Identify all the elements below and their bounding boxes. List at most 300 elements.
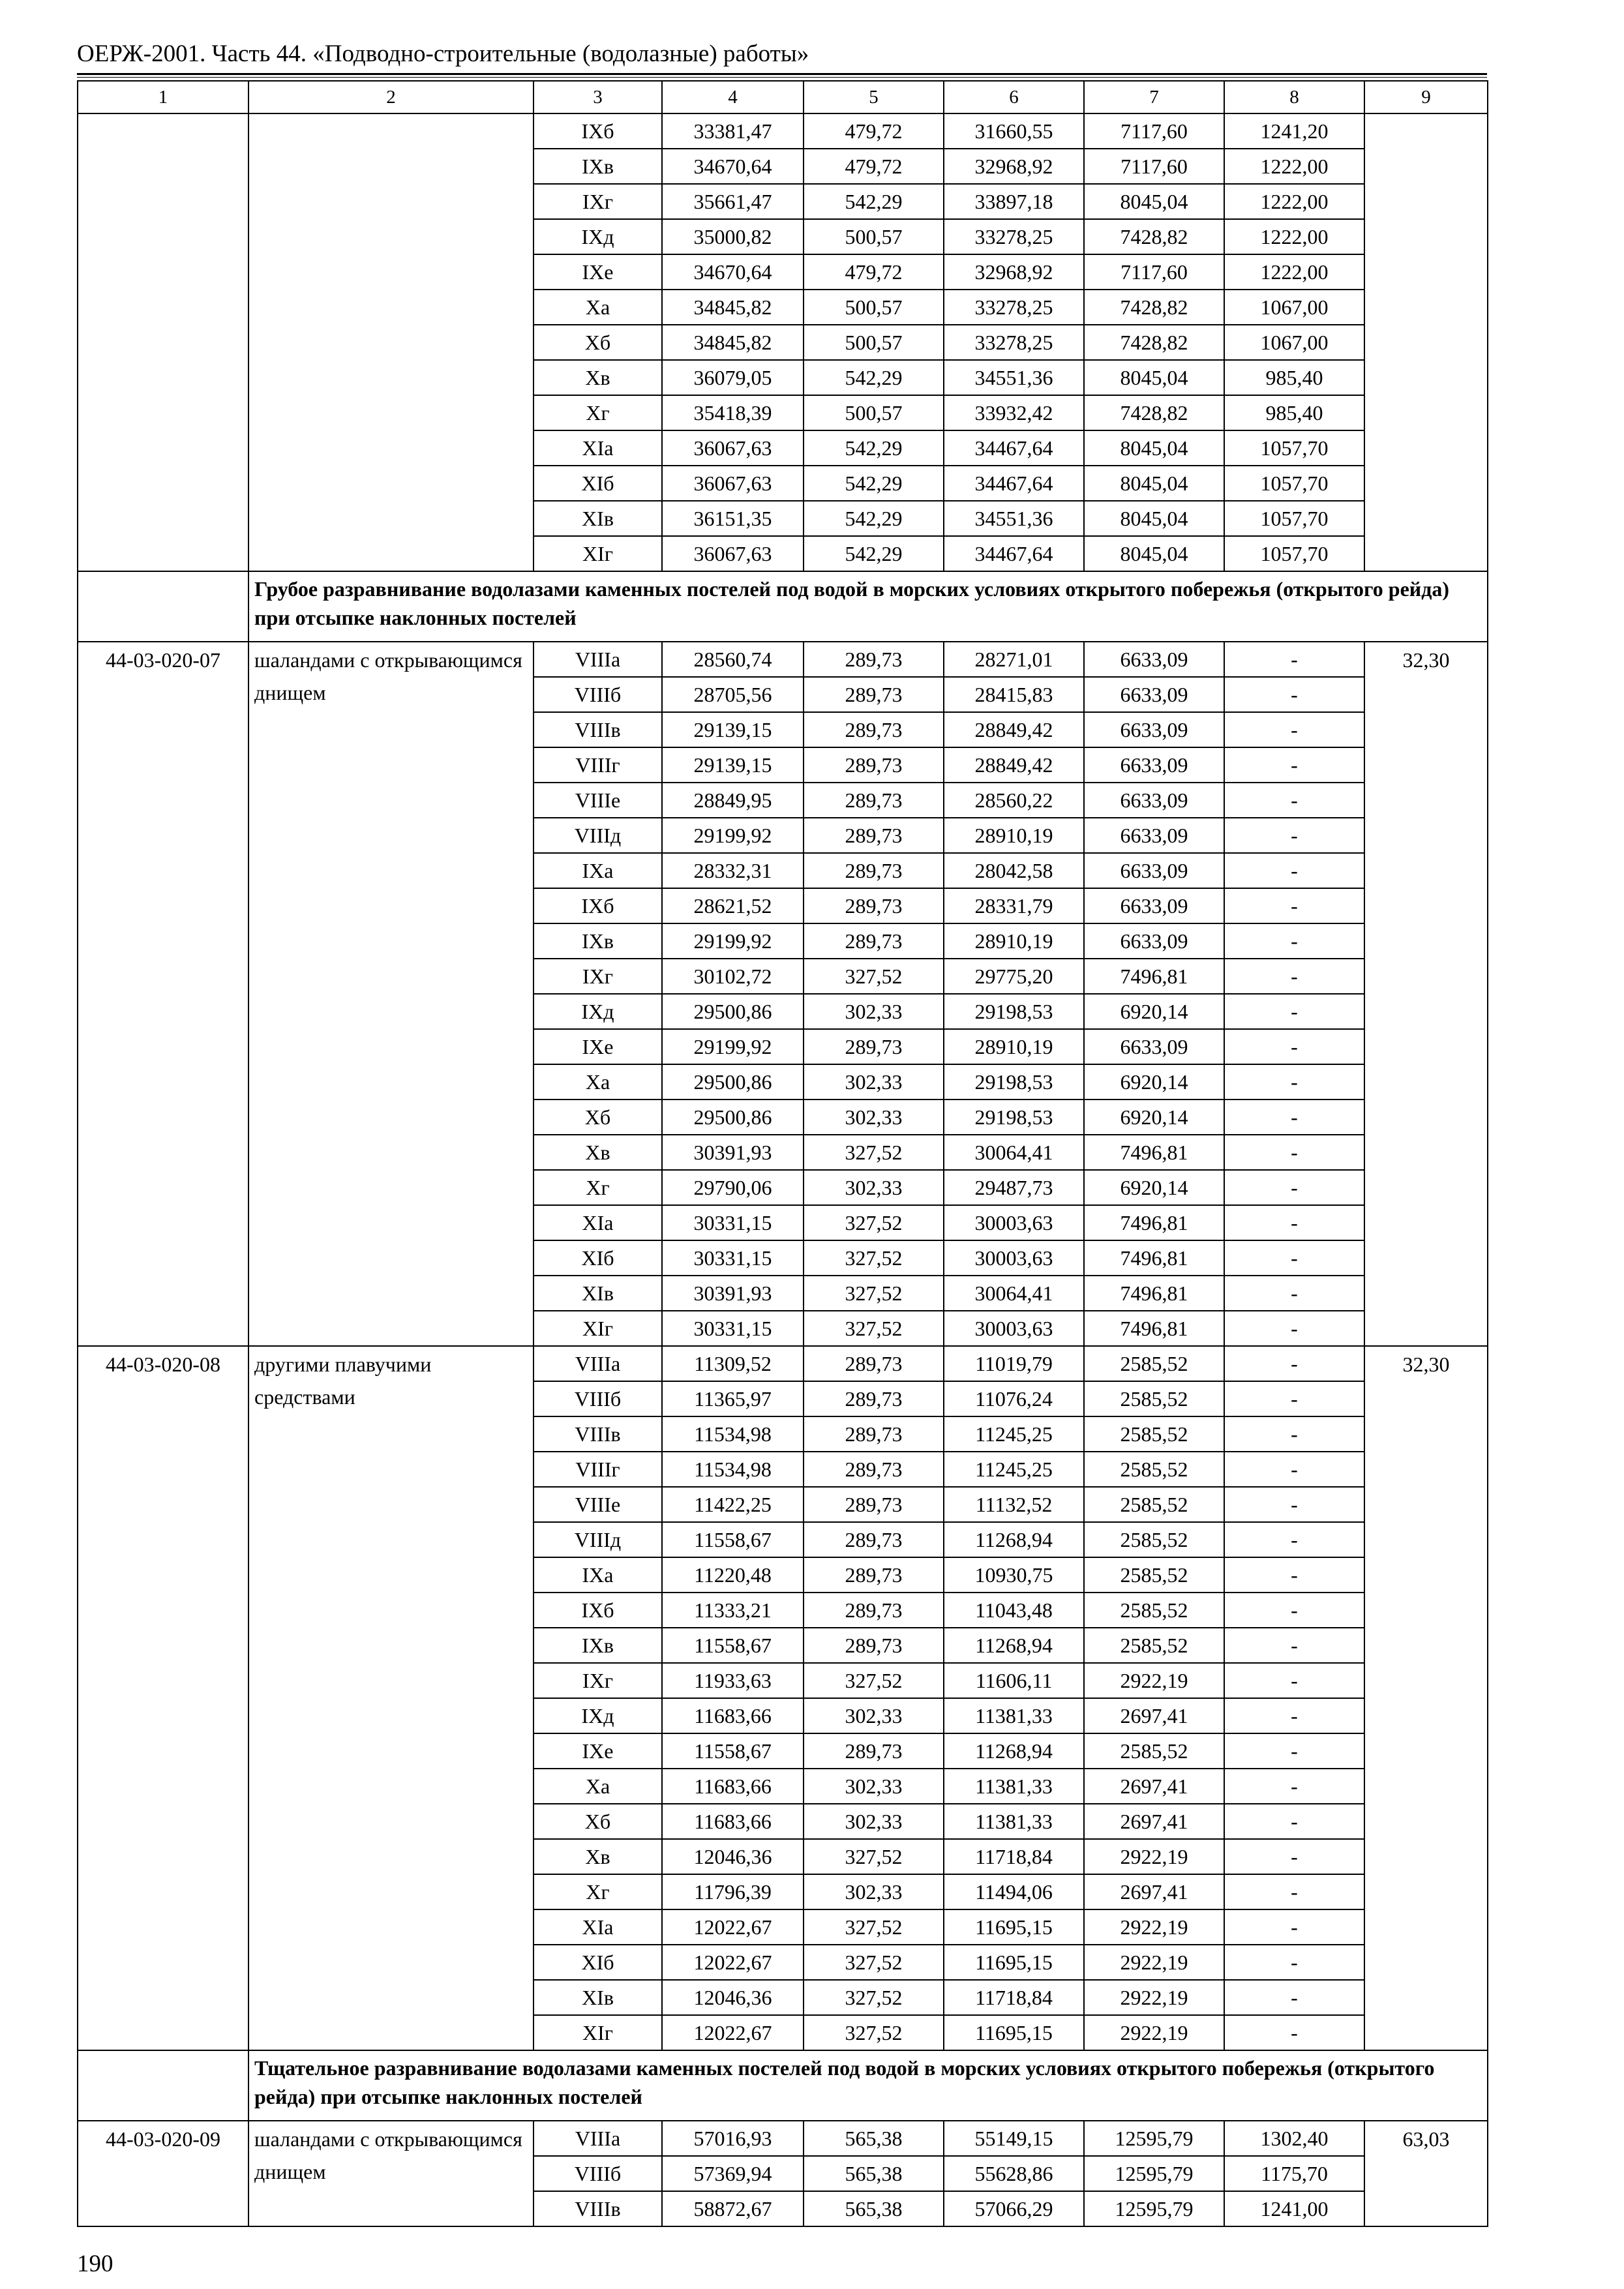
total-cost-cell: 36067,63 [662,466,804,501]
wages-cell: 289,73 [804,818,944,853]
materials-cost-cell: - [1224,1769,1364,1804]
class-cell: IXе [534,1733,662,1769]
wages-cell: 479,72 [804,254,944,290]
materials-cost-cell: 1222,00 [1224,149,1364,184]
class-cell: VIIIв [534,1416,662,1452]
machinist-wages-cell: 2697,41 [1084,1698,1224,1733]
machine-cost-cell: 30003,63 [944,1240,1084,1276]
wages-cell: 500,57 [804,219,944,254]
machinist-wages-cell: 7496,81 [1084,959,1224,994]
machinist-wages-cell: 12595,79 [1084,2121,1224,2156]
total-cost-cell: 11558,67 [662,1522,804,1557]
machinist-wages-cell: 2922,19 [1084,1663,1224,1698]
materials-cost-cell: - [1224,1593,1364,1628]
materials-cost-cell: - [1224,888,1364,923]
materials-cost-cell: - [1224,1839,1364,1874]
wages-cell: 542,29 [804,360,944,395]
machine-cost-cell: 29487,73 [944,1170,1084,1205]
materials-cost-cell: - [1224,1064,1364,1100]
machine-cost-cell: 33278,25 [944,290,1084,325]
machinist-wages-cell: 2585,52 [1084,1452,1224,1487]
materials-cost-cell: 1222,00 [1224,219,1364,254]
wages-cell: 327,52 [804,1205,944,1240]
machine-cost-cell: 34467,64 [944,536,1084,571]
materials-cost-cell: - [1224,677,1364,712]
wages-cell: 289,73 [804,1416,944,1452]
machinist-wages-cell: 7117,60 [1084,113,1224,149]
table-row [78,2121,1488,2156]
total-cost-cell: 57016,93 [662,2121,804,2156]
machinist-wages-cell: 7428,82 [1084,325,1224,360]
total-cost-cell: 29500,86 [662,994,804,1029]
total-cost-cell: 12022,67 [662,1945,804,1980]
materials-cost-cell: 1222,00 [1224,184,1364,219]
class-cell: XIв [534,501,662,536]
class-cell: Xв [534,1135,662,1170]
machinist-wages-cell: 2697,41 [1084,1769,1224,1804]
class-cell: XIа [534,1909,662,1945]
materials-cost-cell: - [1224,994,1364,1029]
materials-cost-cell: - [1224,818,1364,853]
materials-cost-cell: - [1224,1522,1364,1557]
total-cost-cell: 34670,64 [662,254,804,290]
machine-cost-cell: 29775,20 [944,959,1084,994]
machine-cost-cell: 28331,79 [944,888,1084,923]
total-cost-cell: 11333,21 [662,1593,804,1628]
class-cell: IXа [534,853,662,888]
section-blank-cell [78,571,248,642]
class-cell: IXв [534,923,662,959]
machine-cost-cell: 33897,18 [944,184,1084,219]
machinist-wages-cell: 6633,09 [1084,1029,1224,1064]
class-cell: VIIIа [534,2121,662,2156]
rate-code: 44-03-020-08 [78,1346,248,2050]
materials-cost-cell: - [1224,1557,1364,1593]
wages-cell: 542,29 [804,466,944,501]
header-rule-thin [77,77,1487,78]
table-row [78,642,1488,677]
machinist-wages-cell: 2697,41 [1084,1804,1224,1839]
machine-cost-cell: 55149,15 [944,2121,1084,2156]
wages-cell: 289,73 [804,1593,944,1628]
machinist-wages-cell: 2585,52 [1084,1487,1224,1522]
machinist-wages-cell: 6633,09 [1084,888,1224,923]
machinist-wages-cell: 7428,82 [1084,219,1224,254]
wages-cell: 565,38 [804,2156,944,2191]
class-cell: IXв [534,149,662,184]
materials-cost-cell: - [1224,1276,1364,1311]
column-number: 7 [1084,81,1224,113]
materials-cost-cell: - [1224,1487,1364,1522]
materials-cost-cell: - [1224,1945,1364,1980]
class-cell: Xб [534,1100,662,1135]
machine-cost-cell: 28849,42 [944,712,1084,747]
machine-cost-cell: 11381,33 [944,1769,1084,1804]
total-cost-cell: 30391,93 [662,1276,804,1311]
wages-cell: 327,52 [804,959,944,994]
total-cost-cell: 12022,67 [662,1909,804,1945]
materials-cost-cell: - [1224,1733,1364,1769]
materials-cost-cell: 1067,00 [1224,325,1364,360]
class-cell: XIг [534,536,662,571]
machinist-wages-cell: 8045,04 [1084,501,1224,536]
wages-cell: 500,57 [804,325,944,360]
total-cost-cell: 28621,52 [662,888,804,923]
section-heading-row [78,2050,1488,2121]
machine-cost-cell: 11268,94 [944,1522,1084,1557]
machinist-wages-cell: 8045,04 [1084,466,1224,501]
machinist-wages-cell: 6633,09 [1084,712,1224,747]
class-cell: XIв [534,1276,662,1311]
class-cell: XIа [534,1205,662,1240]
wages-cell: 289,73 [804,1452,944,1487]
total-cost-cell: 34670,64 [662,149,804,184]
wages-cell: 289,73 [804,1487,944,1522]
total-cost-cell: 28332,31 [662,853,804,888]
machinist-wages-cell: 6920,14 [1084,1100,1224,1135]
machine-cost-cell: 33932,42 [944,395,1084,430]
machinist-wages-cell: 2697,41 [1084,1874,1224,1909]
machinist-wages-cell: 2922,19 [1084,1945,1224,1980]
materials-cost-cell: - [1224,712,1364,747]
machine-cost-cell: 28415,83 [944,677,1084,712]
table-body [78,81,1488,2226]
wages-cell: 302,33 [804,994,944,1029]
labor-norm [1364,113,1488,571]
total-cost-cell: 28560,74 [662,642,804,677]
wages-cell: 302,33 [804,1804,944,1839]
machinist-wages-cell: 7496,81 [1084,1240,1224,1276]
materials-cost-cell: - [1224,1698,1364,1733]
total-cost-cell: 11933,63 [662,1663,804,1698]
class-cell: VIIIв [534,712,662,747]
materials-cost-cell: 1302,40 [1224,2121,1364,2156]
total-cost-cell: 57369,94 [662,2156,804,2191]
machine-cost-cell: 33278,25 [944,325,1084,360]
materials-cost-cell: - [1224,642,1364,677]
class-cell: Xв [534,1839,662,1874]
total-cost-cell: 29139,15 [662,712,804,747]
total-cost-cell: 36079,05 [662,360,804,395]
wages-cell: 327,52 [804,1945,944,1980]
total-cost-cell: 11309,52 [662,1346,804,1381]
machine-cost-cell: 32968,92 [944,149,1084,184]
materials-cost-cell: - [1224,1909,1364,1945]
wages-cell: 289,73 [804,923,944,959]
total-cost-cell: 30331,15 [662,1311,804,1346]
class-cell: VIIIб [534,677,662,712]
column-number: 9 [1364,81,1488,113]
machine-cost-cell: 28560,22 [944,783,1084,818]
machine-cost-cell: 34467,64 [944,430,1084,466]
class-cell: XIа [534,430,662,466]
machine-cost-cell: 34467,64 [944,466,1084,501]
total-cost-cell: 11422,25 [662,1487,804,1522]
total-cost-cell: 29199,92 [662,818,804,853]
class-cell: Xб [534,1804,662,1839]
machine-cost-cell: 11695,15 [944,2015,1084,2050]
class-cell: IXг [534,959,662,994]
rate-name: другими плавучими средствами [248,1346,534,2050]
total-cost-cell: 28705,56 [662,677,804,712]
machinist-wages-cell: 2585,52 [1084,1416,1224,1452]
machinist-wages-cell: 6633,09 [1084,818,1224,853]
machine-cost-cell: 11268,94 [944,1733,1084,1769]
machinist-wages-cell: 2585,52 [1084,1628,1224,1663]
class-cell: VIIIб [534,1381,662,1416]
total-cost-cell: 12022,67 [662,2015,804,2050]
class-cell: XIв [534,1980,662,2015]
machinist-wages-cell: 6633,09 [1084,923,1224,959]
machine-cost-cell: 11381,33 [944,1804,1084,1839]
section-heading: Тщательное разравнивание водолазами каменных постелей под водой в морских условиях открытого побережья (открытого рейда) при отсыпке наклонных постелей [248,2050,1488,2121]
total-cost-cell: 29139,15 [662,747,804,783]
wages-cell: 289,73 [804,1029,944,1064]
page-header: ОЕРЖ-2001. Часть 44. «Подводно-строительные (водолазные) работы» [77,40,809,67]
machine-cost-cell: 11718,84 [944,1980,1084,2015]
rate-name [248,113,534,571]
wages-cell: 302,33 [804,1170,944,1205]
class-cell: IXа [534,1557,662,1593]
class-cell: XIб [534,466,662,501]
machinist-wages-cell: 8045,04 [1084,360,1224,395]
wages-cell: 327,52 [804,2015,944,2050]
class-cell: Xг [534,395,662,430]
class-cell: VIIIе [534,1487,662,1522]
machinist-wages-cell: 7496,81 [1084,1311,1224,1346]
wages-cell: 289,73 [804,888,944,923]
materials-cost-cell: - [1224,783,1364,818]
machine-cost-cell: 28910,19 [944,923,1084,959]
wages-cell: 289,73 [804,747,944,783]
section-heading: Грубое разравнивание водолазами каменных постелей под водой в морских условиях открытого побережья (открытого рейда) при отсыпке наклонных постелей [248,571,1488,642]
materials-cost-cell: 1175,70 [1224,2156,1364,2191]
materials-cost-cell: 985,40 [1224,395,1364,430]
machinist-wages-cell: 12595,79 [1084,2191,1224,2226]
materials-cost-cell: - [1224,853,1364,888]
machinist-wages-cell: 2585,52 [1084,1733,1224,1769]
column-number: 3 [534,81,662,113]
machinist-wages-cell: 8045,04 [1084,536,1224,571]
machinist-wages-cell: 2585,52 [1084,1346,1224,1381]
machine-cost-cell: 28042,58 [944,853,1084,888]
materials-cost-cell: 1057,70 [1224,536,1364,571]
wages-cell: 289,73 [804,1733,944,1769]
column-number: 4 [662,81,804,113]
column-number-row [78,81,1488,113]
class-cell: Xв [534,360,662,395]
class-cell: VIIIб [534,2156,662,2191]
machinist-wages-cell: 6920,14 [1084,1064,1224,1100]
machine-cost-cell: 11695,15 [944,1909,1084,1945]
machinist-wages-cell: 6633,09 [1084,783,1224,818]
class-cell: Xа [534,1064,662,1100]
machinist-wages-cell: 8045,04 [1084,430,1224,466]
total-cost-cell: 11365,97 [662,1381,804,1416]
materials-cost-cell: 985,40 [1224,360,1364,395]
total-cost-cell: 33381,47 [662,113,804,149]
class-cell: XIг [534,1311,662,1346]
wages-cell: 302,33 [804,1100,944,1135]
total-cost-cell: 29500,86 [662,1064,804,1100]
class-cell: IXг [534,1663,662,1698]
class-cell: IXг [534,184,662,219]
wages-cell: 565,38 [804,2191,944,2226]
machine-cost-cell: 34551,36 [944,360,1084,395]
machinist-wages-cell: 2585,52 [1084,1593,1224,1628]
machinist-wages-cell: 6633,09 [1084,642,1224,677]
class-cell: IXб [534,888,662,923]
machine-cost-cell: 30064,41 [944,1276,1084,1311]
machinist-wages-cell: 6920,14 [1084,1170,1224,1205]
materials-cost-cell: - [1224,1663,1364,1698]
class-cell: XIб [534,1240,662,1276]
class-cell: Xб [534,325,662,360]
class-cell: Xг [534,1170,662,1205]
total-cost-cell: 11534,98 [662,1452,804,1487]
class-cell: VIIIв [534,2191,662,2226]
wages-cell: 542,29 [804,501,944,536]
machine-cost-cell: 11494,06 [944,1874,1084,1909]
materials-cost-cell: - [1224,1452,1364,1487]
total-cost-cell: 36067,63 [662,430,804,466]
total-cost-cell: 28849,95 [662,783,804,818]
rate-name: шаландами с открывающимся днищем [248,642,534,1346]
materials-cost-cell: - [1224,1029,1364,1064]
wages-cell: 542,29 [804,536,944,571]
materials-cost-cell: - [1224,2015,1364,2050]
machine-cost-cell: 11381,33 [944,1698,1084,1733]
total-cost-cell: 11796,39 [662,1874,804,1909]
machine-cost-cell: 11268,94 [944,1628,1084,1663]
wages-cell: 542,29 [804,430,944,466]
total-cost-cell: 30331,15 [662,1240,804,1276]
total-cost-cell: 11683,66 [662,1804,804,1839]
machinist-wages-cell: 7117,60 [1084,149,1224,184]
machinist-wages-cell: 7496,81 [1084,1276,1224,1311]
total-cost-cell: 29500,86 [662,1100,804,1135]
machine-cost-cell: 55628,86 [944,2156,1084,2191]
class-cell: VIIIг [534,747,662,783]
machinist-wages-cell: 7496,81 [1084,1205,1224,1240]
rate-name: шаландами с открывающимся днищем [248,2121,534,2226]
materials-cost-cell: - [1224,1628,1364,1663]
class-cell: IXд [534,219,662,254]
materials-cost-cell: - [1224,1170,1364,1205]
materials-cost-cell: - [1224,1135,1364,1170]
machinist-wages-cell: 8045,04 [1084,184,1224,219]
machine-cost-cell: 28910,19 [944,1029,1084,1064]
machine-cost-cell: 28271,01 [944,642,1084,677]
total-cost-cell: 29199,92 [662,923,804,959]
total-cost-cell: 34845,82 [662,325,804,360]
materials-cost-cell: - [1224,747,1364,783]
materials-cost-cell: - [1224,959,1364,994]
machine-cost-cell: 11076,24 [944,1381,1084,1416]
materials-cost-cell: - [1224,1416,1364,1452]
materials-cost-cell: - [1224,1381,1364,1416]
wages-cell: 327,52 [804,1839,944,1874]
column-number: 5 [804,81,944,113]
machine-cost-cell: 11019,79 [944,1346,1084,1381]
wages-cell: 289,73 [804,1346,944,1381]
class-cell: XIг [534,2015,662,2050]
section-heading-row [78,571,1488,642]
wages-cell: 289,73 [804,677,944,712]
materials-cost-cell: - [1224,1240,1364,1276]
wages-cell: 289,73 [804,642,944,677]
machine-cost-cell: 30064,41 [944,1135,1084,1170]
materials-cost-cell: 1057,70 [1224,501,1364,536]
materials-cost-cell: - [1224,1980,1364,2015]
materials-cost-cell: - [1224,1205,1364,1240]
machine-cost-cell: 11245,25 [944,1416,1084,1452]
total-cost-cell: 36067,63 [662,536,804,571]
machine-cost-cell: 29198,53 [944,1064,1084,1100]
labor-norm: 63,03 [1364,2121,1488,2226]
machinist-wages-cell: 2922,19 [1084,1909,1224,1945]
wages-cell: 327,52 [804,1240,944,1276]
materials-cost-cell: 1057,70 [1224,430,1364,466]
wages-cell: 327,52 [804,1909,944,1945]
wages-cell: 289,73 [804,1522,944,1557]
total-cost-cell: 29199,92 [662,1029,804,1064]
wages-cell: 327,52 [804,1311,944,1346]
machine-cost-cell: 30003,63 [944,1205,1084,1240]
class-cell: IXд [534,994,662,1029]
machinist-wages-cell: 2922,19 [1084,1980,1224,2015]
class-cell: VIIIе [534,783,662,818]
machine-cost-cell: 11043,48 [944,1593,1084,1628]
materials-cost-cell: 1241,20 [1224,113,1364,149]
machine-cost-cell: 28849,42 [944,747,1084,783]
wages-cell: 479,72 [804,113,944,149]
materials-cost-cell: - [1224,1311,1364,1346]
wages-cell: 289,73 [804,1381,944,1416]
total-cost-cell: 12046,36 [662,1980,804,2015]
machinist-wages-cell: 2922,19 [1084,2015,1224,2050]
machinist-wages-cell: 6633,09 [1084,677,1224,712]
machine-cost-cell: 10930,75 [944,1557,1084,1593]
machinist-wages-cell: 7428,82 [1084,395,1224,430]
machine-cost-cell: 11695,15 [944,1945,1084,1980]
total-cost-cell: 12046,36 [662,1839,804,1874]
machinist-wages-cell: 6633,09 [1084,853,1224,888]
total-cost-cell: 35418,39 [662,395,804,430]
machine-cost-cell: 28910,19 [944,818,1084,853]
materials-cost-cell: - [1224,1874,1364,1909]
total-cost-cell: 11558,67 [662,1628,804,1663]
wages-cell: 302,33 [804,1769,944,1804]
wages-cell: 289,73 [804,783,944,818]
class-cell: Xа [534,290,662,325]
machinist-wages-cell: 6920,14 [1084,994,1224,1029]
total-cost-cell: 11683,66 [662,1698,804,1733]
total-cost-cell: 58872,67 [662,2191,804,2226]
total-cost-cell: 11534,98 [662,1416,804,1452]
class-cell: VIIIд [534,818,662,853]
total-cost-cell: 29790,06 [662,1170,804,1205]
materials-cost-cell: 1057,70 [1224,466,1364,501]
machine-cost-cell: 33278,25 [944,219,1084,254]
wages-cell: 542,29 [804,184,944,219]
total-cost-cell: 35000,82 [662,219,804,254]
total-cost-cell: 34845,82 [662,290,804,325]
machinist-wages-cell: 2585,52 [1084,1522,1224,1557]
machine-cost-cell: 11606,11 [944,1663,1084,1698]
wages-cell: 500,57 [804,290,944,325]
class-cell: Xг [534,1874,662,1909]
